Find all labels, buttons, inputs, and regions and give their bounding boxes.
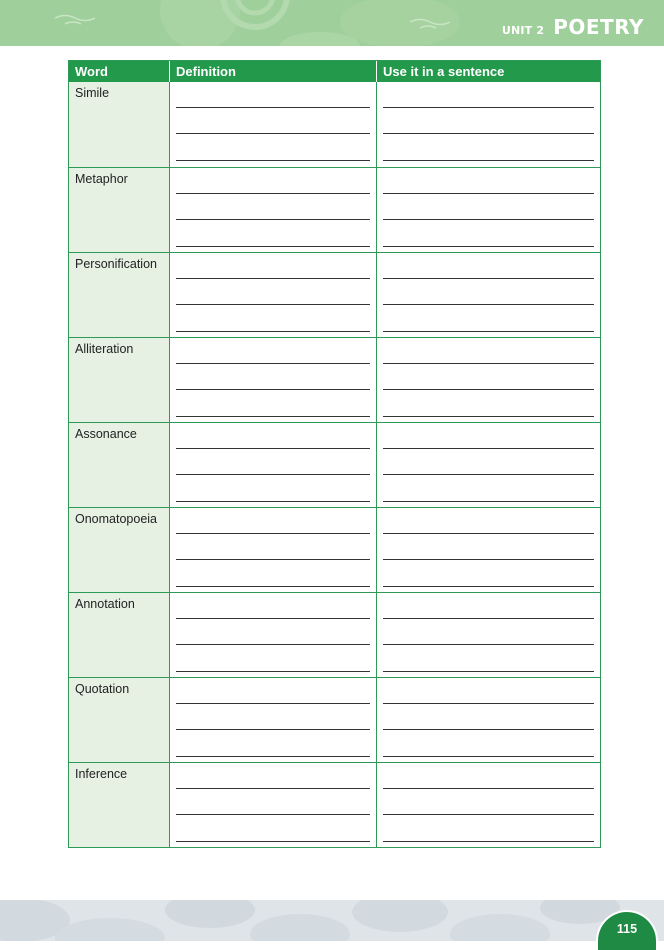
writing-line xyxy=(176,644,370,645)
writing-line xyxy=(383,501,594,502)
sentence-cell[interactable] xyxy=(377,763,600,847)
writing-line xyxy=(383,618,594,619)
writing-line xyxy=(176,133,370,134)
writing-line xyxy=(383,160,594,161)
table-row xyxy=(69,677,600,762)
writing-line xyxy=(176,304,370,305)
table-body xyxy=(69,82,600,847)
word-cell: Personification xyxy=(69,253,170,337)
word-cell: Quotation xyxy=(69,678,170,762)
table-row xyxy=(69,507,600,592)
writing-line xyxy=(383,448,594,449)
writing-line xyxy=(383,474,594,475)
writing-line xyxy=(383,729,594,730)
writing-line xyxy=(176,703,370,704)
table-row xyxy=(69,592,600,677)
table-row xyxy=(69,762,600,847)
definition-cell[interactable] xyxy=(170,82,377,167)
sentence-cell[interactable] xyxy=(377,253,600,337)
writing-line xyxy=(383,814,594,815)
writing-line xyxy=(176,389,370,390)
word-cell: Alliteration xyxy=(69,338,170,422)
sentence-cell[interactable] xyxy=(377,678,600,762)
table-row xyxy=(69,422,600,507)
writing-line xyxy=(383,756,594,757)
writing-line xyxy=(176,533,370,534)
writing-line xyxy=(176,671,370,672)
table-row xyxy=(69,337,600,422)
table-row xyxy=(69,252,600,337)
writing-line xyxy=(176,416,370,417)
word-cell: Metaphor xyxy=(69,168,170,252)
definition-cell[interactable] xyxy=(170,338,377,422)
page-number-badge: 115 xyxy=(596,910,658,950)
writing-line xyxy=(383,841,594,842)
writing-line xyxy=(176,501,370,502)
writing-line xyxy=(176,756,370,757)
word-cell: Annotation xyxy=(69,593,170,677)
writing-line xyxy=(176,363,370,364)
header-word: Word xyxy=(69,61,170,82)
writing-line xyxy=(176,841,370,842)
word-cell: Inference xyxy=(69,763,170,847)
table-row xyxy=(69,82,600,167)
writing-line xyxy=(176,246,370,247)
writing-line xyxy=(383,703,594,704)
sentence-cell[interactable] xyxy=(377,508,600,592)
writing-line xyxy=(383,559,594,560)
header-definition: Definition xyxy=(170,61,377,82)
vocabulary-table xyxy=(68,60,601,848)
writing-line xyxy=(383,533,594,534)
sentence-cell[interactable] xyxy=(377,593,600,677)
footer-decoration xyxy=(0,900,664,941)
writing-line xyxy=(176,559,370,560)
definition-cell[interactable] xyxy=(170,763,377,847)
writing-line xyxy=(383,644,594,645)
writing-line xyxy=(176,107,370,108)
writing-line xyxy=(176,278,370,279)
sentence-cell[interactable] xyxy=(377,338,600,422)
writing-line xyxy=(176,331,370,332)
definition-cell[interactable] xyxy=(170,593,377,677)
writing-line xyxy=(383,416,594,417)
writing-line xyxy=(383,389,594,390)
writing-line xyxy=(383,246,594,247)
writing-line xyxy=(176,448,370,449)
table-header-row xyxy=(69,61,600,82)
writing-line xyxy=(383,133,594,134)
writing-line xyxy=(383,331,594,332)
writing-line xyxy=(176,219,370,220)
writing-line xyxy=(383,193,594,194)
writing-line xyxy=(176,474,370,475)
writing-line xyxy=(176,814,370,815)
writing-line xyxy=(176,193,370,194)
definition-cell[interactable] xyxy=(170,253,377,337)
word-cell: Assonance xyxy=(69,423,170,507)
definition-cell[interactable] xyxy=(170,423,377,507)
unit-title xyxy=(502,15,644,39)
word-cell: Onomatopoeia xyxy=(69,508,170,592)
writing-line xyxy=(383,788,594,789)
writing-line xyxy=(383,304,594,305)
table-row xyxy=(69,167,600,252)
writing-line xyxy=(383,107,594,108)
writing-line xyxy=(383,278,594,279)
page-header-band xyxy=(0,0,664,46)
writing-line xyxy=(383,219,594,220)
writing-line xyxy=(176,586,370,587)
definition-cell[interactable] xyxy=(170,168,377,252)
writing-line xyxy=(176,788,370,789)
writing-line xyxy=(176,729,370,730)
word-cell: Simile xyxy=(69,82,170,167)
definition-cell[interactable] xyxy=(170,508,377,592)
sentence-cell[interactable] xyxy=(377,168,600,252)
writing-line xyxy=(383,586,594,587)
writing-line xyxy=(176,618,370,619)
sentence-cell[interactable] xyxy=(377,423,600,507)
definition-cell[interactable] xyxy=(170,678,377,762)
header-sentence: Use it in a sentence xyxy=(383,64,505,79)
unit-name: POETRY xyxy=(553,15,644,39)
writing-line xyxy=(383,671,594,672)
sentence-cell[interactable] xyxy=(377,82,600,167)
unit-number: UNIT 2 xyxy=(501,24,545,37)
page-footer-band xyxy=(0,900,664,941)
writing-line xyxy=(383,363,594,364)
writing-line xyxy=(176,160,370,161)
